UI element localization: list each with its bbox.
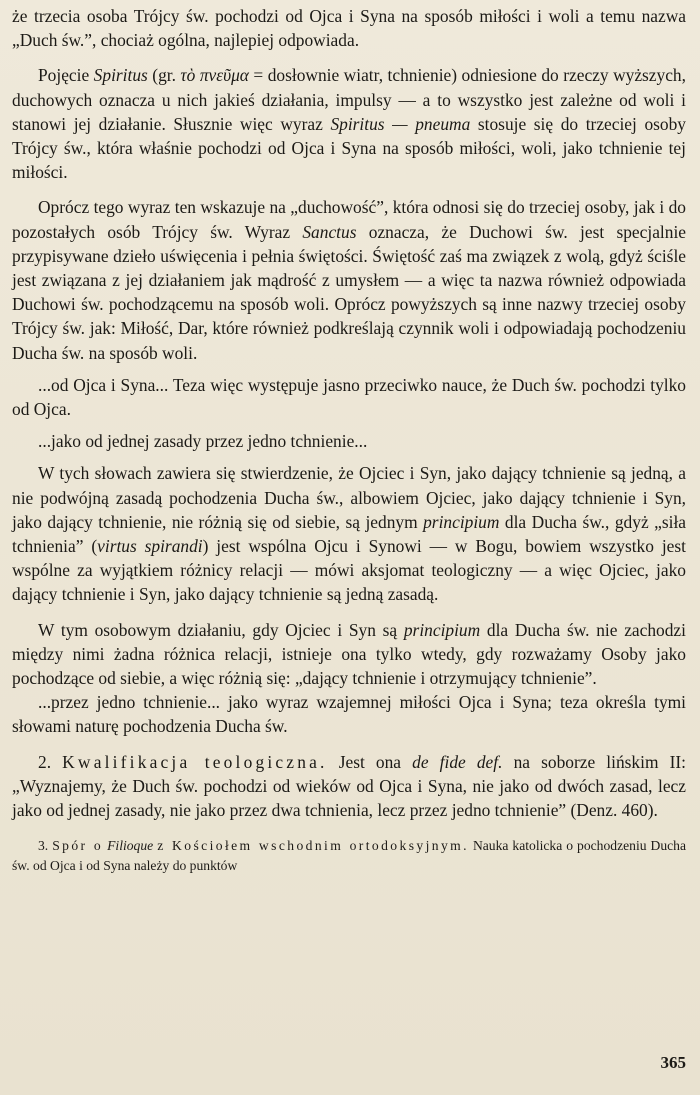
paragraph-2: [12, 63, 686, 184]
text-segment: principium: [403, 619, 481, 640]
text-segment: Spór o: [52, 838, 104, 854]
paragraph-6: [12, 461, 686, 606]
text-segment: z Kościołem wschodnim ortodoksyjnym.: [157, 838, 469, 854]
text-segment: ...przez jedno tchnienie... jako wyraz wzajemnej miłości Ojca i Syna; teza określa tymi słowami naturę pochodzenia Ducha św.: [12, 692, 686, 737]
paragraph-8: [12, 690, 686, 738]
text-segment: dla Ducha św. nie zachodzi między nimi żadna różnica relacji, istnieje ona tylko wtedy, gdy rozważamy Osoby jako pochodzące od siebie, a więc różnią się: „dający tchnienie i otrzymujący tchnienie”.: [12, 619, 686, 689]
text-segment: Oprócz tego wyraz ten wskazuje na „duchowość”, która odnosi się do trzeciej osoby, jak i do pozostałych osób Trójcy św. Wyraz: [12, 197, 686, 242]
text-segment: Pojęcie: [38, 65, 94, 86]
paragraph-section-2: [12, 750, 686, 823]
text-segment: (gr.: [147, 65, 181, 86]
text-segment: = dosłownie wiatr, tchnienie) odniesione do rzeczy wyższych, duchowych oznacza u nich jakieś działania, impulsy — a to wszystko jest zależne od woli i stanowi jej działanie. Słusznie więc wyraz: [12, 65, 686, 134]
text-segment: W tym osobowym działaniu, gdy Ojciec i Syn są: [38, 619, 404, 640]
text-segment: Nauka katolicka o pochodzeniu Ducha św. od Ojca i od Syna należy do punktów: [12, 838, 686, 874]
text-segment: na soborze lińskim II: „Wyznajemy, że Duch św. pochodzi od wieków od Ojca i Syna, nie jako od dwóch zasad, lecz jako od jednej zasady, nie jako przez dwa tchnienia, lecz przez jedno tchnienie” (Denz. 460).: [12, 751, 687, 821]
text-segment: stosuje się do trzeciej osoby Trójcy św., która właśnie pochodzi od Ojca i Syna na sposób miłości, woli, jako tchnienie tej miłości.: [12, 113, 687, 183]
text-segment: że trzecia osoba Trójcy św. pochodzi od Ojca i Syna na sposób miłości i woli a temu nazwa „Duch św.”, chociaż ogólna, najlepiej odpowiada.: [12, 6, 686, 51]
text-segment: Sanctus: [302, 221, 357, 242]
text-segment: principium: [423, 511, 500, 532]
paragraph-section-3: [12, 836, 686, 876]
text-segment: ...od Ojca i Syna... Teza więc występuje jasno przeciwko nauce, że Duch św. pochodzi tylko od Ojca.: [12, 374, 686, 420]
paragraph-3: [12, 195, 686, 364]
text-segment: virtus spirandi: [97, 536, 203, 557]
paragraph-5: [12, 429, 686, 453]
text-segment: W tych słowach zawiera się stwierdzenie, że Ojciec i Syn, jako dający tchnienie są jedną, a nie podwójną zasadą pochodzenia Ducha św., albowiem Ojciec, jako dający tchnienie i Syn, jako dający tchnienie, nie różnią się od siebie, są jednym: [12, 463, 686, 532]
text-segment: Kwalifikacja teologiczna.: [62, 751, 328, 772]
text-segment: Jest ona: [327, 751, 413, 772]
text-segment: ) jest wspólna Ojcu i Synowi — w Bogu, bowiem wszystko jest wspólne za wyjątkiem różnicy relacji — mówi aksjomat teologiczny — a więc Ojciec, jako dający tchnienie i Syn, jako dający tchnienie są jedną zasadą.: [12, 536, 686, 605]
text-segment: 3.: [38, 838, 53, 854]
text-segment: ...jako od jednej zasady przez jedno tchnienie...: [38, 431, 368, 452]
text-segment: de fide def.: [412, 751, 503, 772]
text-segment: τὸ πνεῦμα: [180, 65, 249, 86]
text-segment: 2.: [38, 751, 63, 772]
paragraph-7: [12, 618, 686, 691]
page-number: 365: [660, 1053, 686, 1072]
paragraph-1: [12, 4, 686, 52]
text-segment: dla Ducha św., gdyż „siła tchnienia” (: [12, 511, 686, 557]
text-segment: Spiritus — pneuma: [330, 113, 471, 134]
paragraph-4: [12, 373, 686, 421]
text-segment: oznacza, że Duchowi św. jest specjalnie przypisywane dzieło uświęcenia i pełnia świętości. Świętość zaś ma związek z wolą, gdyż ściśle jest związana z jej działaniem jak mądrość z umysłem — a więc ta nazwa również odpowiada Duchowi św. pochodzącemu na sposób woli. Oprócz powyższych są inne nazwy trzeciej osoby Trójcy św. jak: Miłość, Dar, które również podkreślają czynnik woli i odpowiadają pochodzeniu Ducha św. na sposób woli.: [12, 221, 686, 363]
text-segment: Spiritus: [93, 65, 148, 86]
text-segment: Filioque: [107, 838, 154, 854]
